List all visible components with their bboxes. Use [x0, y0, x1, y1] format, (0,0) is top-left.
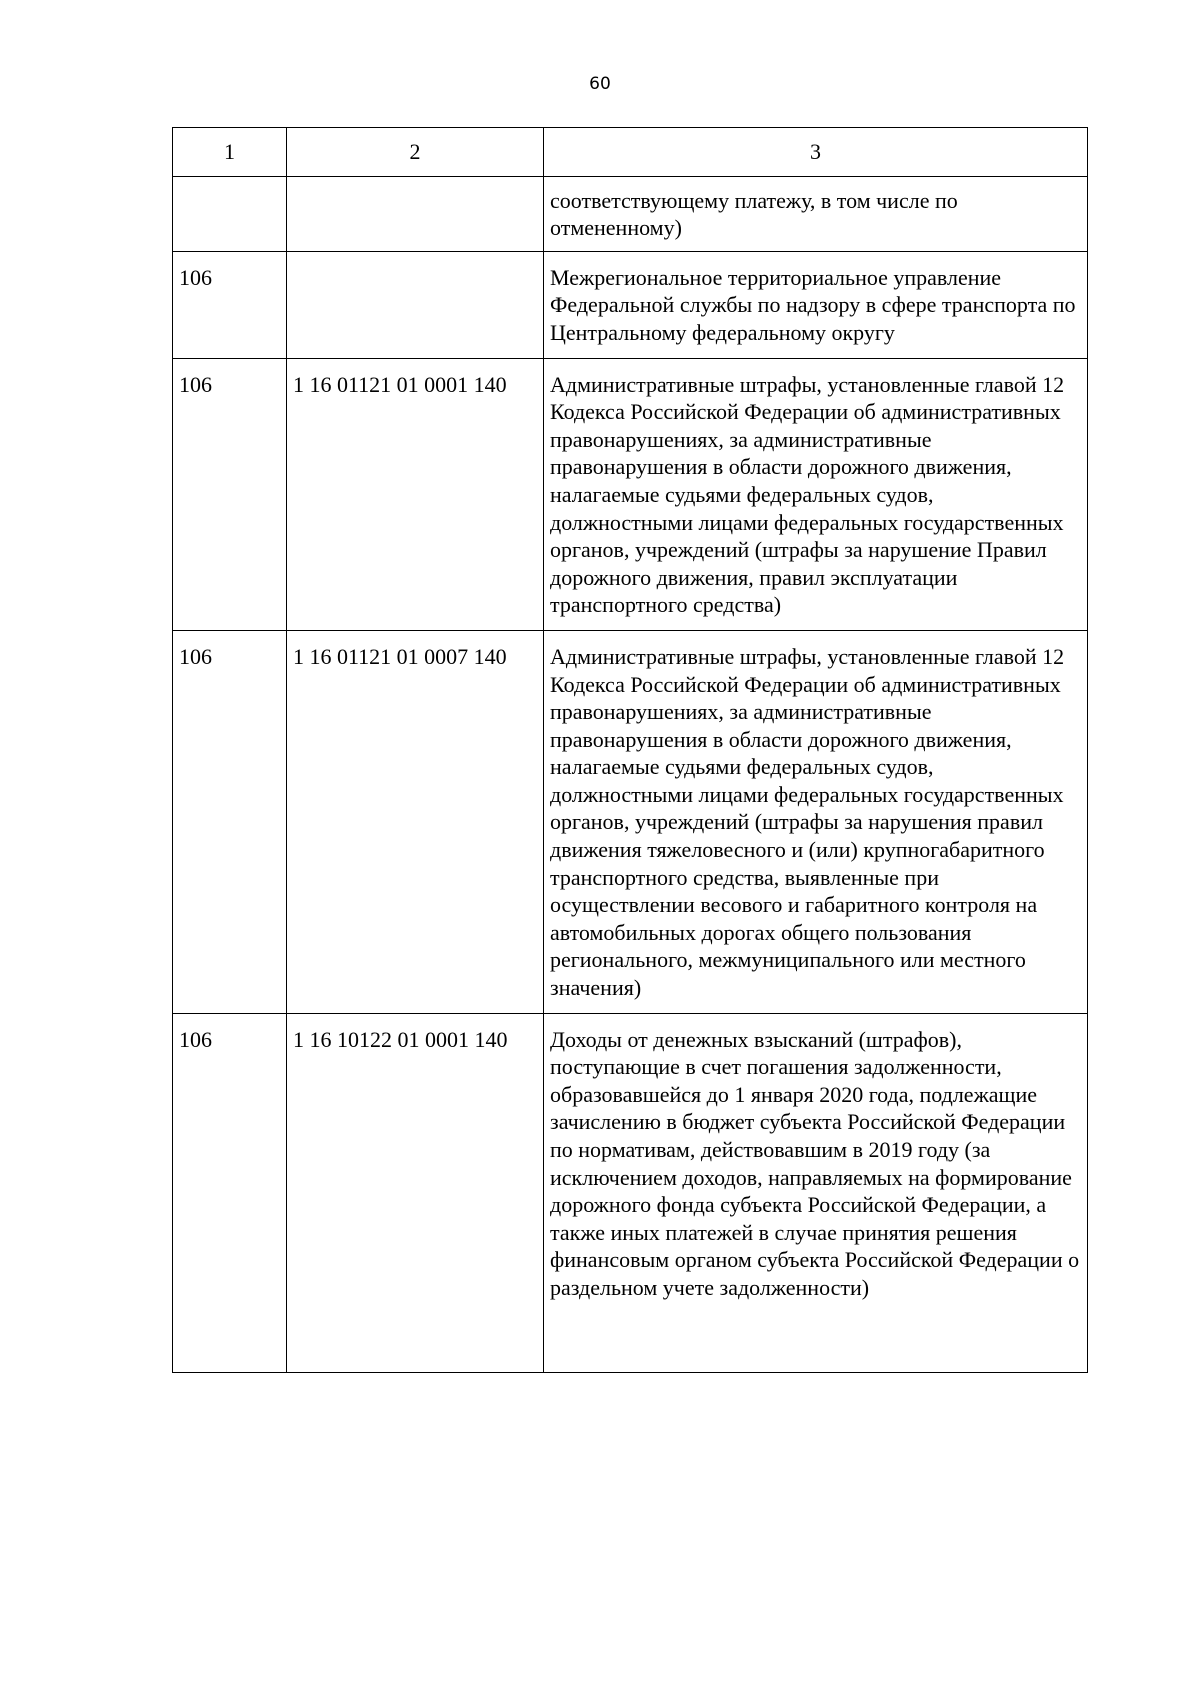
- budget-code-cell: 1 16 01121 01 0001 140: [287, 358, 544, 630]
- description-cell: Доходы от денежных взысканий (штрафов), поступающие в счет погашения задолженности, образовавшейся до 1 января 2020 года, подлежащие зачислению в бюджет субъекта Российской Федерации по нормативам, действовавшим в 2019 году (за исключением доходов, направляемых на формирование дорожного фонда субъекта Российской Федерации, а также иных платежей в случае принятия решения финансовым органом субъекта Российской Федерации о раздельном учете задолженности): [544, 1013, 1088, 1372]
- page-number: 60: [589, 74, 611, 94]
- table-row: [173, 358, 1088, 630]
- table-row: [173, 251, 1088, 358]
- admin-code-cell: 106: [173, 1013, 287, 1372]
- column-header-2: 2: [287, 128, 544, 177]
- admin-code-cell: 106: [173, 251, 287, 358]
- column-header-1: 1: [173, 128, 287, 177]
- description-cell: Административные штрафы, установленные главой 12 Кодекса Российской Федерации об административных правонарушениях, за административные правонарушения в области дорожного движения, налагаемые судьями федеральных судов, должностными лицами федеральных государственных органов, учреждений (штрафы за нарушения правил движения тяжеловесного и (или) крупногабаритного транспортного средства, выявленные при осуществлении весового и габаритного контроля на автомобильных дорогах общего пользования регионального, межмуниципального или местного значения): [544, 630, 1088, 1013]
- budget-codes-table: [172, 127, 1088, 1373]
- admin-code-cell: 106: [173, 358, 287, 630]
- description-cell: соответствующему платежу, в том числе по отмененному): [544, 176, 1088, 251]
- table-row: [173, 630, 1088, 1013]
- budget-code-cell: [287, 176, 544, 251]
- budget-code-cell: 1 16 10122 01 0001 140: [287, 1013, 544, 1372]
- table-header-row: [173, 128, 1088, 177]
- description-cell: Административные штрафы, установленные главой 12 Кодекса Российской Федерации об административных правонарушениях, за административные правонарушения в области дорожного движения, налагаемые судьями федеральных судов, должностными лицами федеральных государственных органов, учреждений (штрафы за нарушение Правил дорожного движения, правил эксплуатации транспортного средства): [544, 358, 1088, 630]
- description-cell: Межрегиональное территориальное управление Федеральной службы по надзору в сфере транспорта по Центральному федеральному округу: [544, 251, 1088, 358]
- admin-code-cell: [173, 176, 287, 251]
- budget-code-cell: 1 16 01121 01 0007 140: [287, 630, 544, 1013]
- table-row: [173, 176, 1088, 251]
- admin-code-cell: 106: [173, 630, 287, 1013]
- budget-code-cell: [287, 251, 544, 358]
- table-row: [173, 1013, 1088, 1372]
- column-header-3: 3: [544, 128, 1088, 177]
